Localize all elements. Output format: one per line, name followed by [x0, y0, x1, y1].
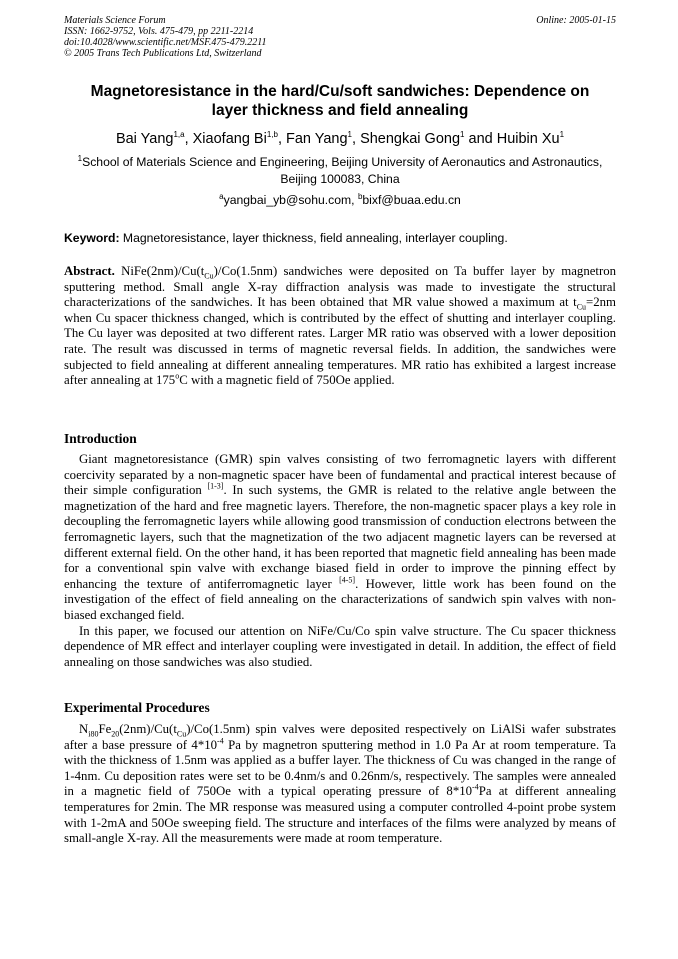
subscript: 20 — [111, 729, 120, 739]
copyright-line: © 2005 Trans Tech Publications Ltd, Switzerland — [64, 48, 262, 59]
abstract-text: =2nm when Cu spacer thickness changed, which is contributed by the effect of shutting and interlayer coupling. The Cu layer was deposited at two different rates. Larger MR ratio was observed with a lower deposition rate. The result was discussed in terms of magnetic reversal fields. In addition, the sandwiches were subjected to field annealing at different annealing temperatures. MR ratio has exhibited a largest increase after annealing at 175 — [64, 295, 616, 388]
doi-line[interactable]: doi:10.4028/www.scientific.net/MSF.475-479.2211 — [64, 37, 267, 48]
paragraph-text: Fe — [98, 722, 112, 736]
paragraph — [64, 452, 616, 624]
author-name: Xiaofang Bi — [192, 131, 267, 147]
author-separator: and — [464, 131, 497, 147]
section-heading-experimental: Experimental Procedures — [64, 700, 210, 715]
subscript: Cu — [576, 302, 587, 312]
paragraph-text: (2nm)/Cu(t — [119, 722, 177, 736]
keyword-label: Keyword: — [64, 231, 120, 245]
superscript: -4 — [472, 783, 479, 793]
online-date: Online: 2005-01-15 — [536, 15, 616, 26]
affiliation-mark: 1 — [77, 153, 83, 163]
email-a[interactable]: yangbai_yb@sohu.com, — [223, 193, 358, 207]
author-separator: , — [277, 131, 286, 147]
author-affiliation-mark: 1 — [347, 130, 352, 140]
keyword-text: Magnetoresistance, layer thickness, field annealing, interlayer coupling. — [119, 231, 508, 245]
keywords — [64, 230, 624, 246]
author-affiliation-mark: 1 — [559, 130, 565, 140]
email-line — [64, 192, 616, 208]
abstract-text: NiFe(2nm)/Cu(t — [114, 264, 205, 278]
affiliation-line-1: School of Materials Science and Engineering, Beijing University of Aeronautics and Astronautics, — [82, 155, 603, 169]
affiliation-line-2: Beijing 100083, China — [280, 171, 400, 186]
abstract — [64, 264, 616, 389]
abstract-text: C with a magnetic field of 750Oe applied. — [179, 373, 395, 388]
subscript: i80 — [88, 729, 99, 739]
paragraph-text: N — [79, 722, 89, 736]
email-mark-a: a — [219, 191, 224, 201]
paper-title — [64, 82, 616, 120]
subscript: Cu — [204, 271, 214, 281]
issn-line: ISSN: 1662-9752, Vols. 475-479, pp 2211-2214 — [64, 26, 254, 37]
introduction-body — [64, 452, 616, 670]
paragraph-text: . However, little work has been found on the investigation of the effect of field annealing on the characterizations of sandwich spin valves with non-biased exchanged field. — [64, 576, 616, 622]
paragraph-text: Pa at different annealing temperatures for 2min. The MR response was measured using a computer controlled 4-point probe system with 1-2mA and 50Oe sweeping field. The structure and interfaces of the films were analyzed by means of small-angle X-ray. All the measurements were made at room temperature. — [64, 784, 616, 846]
citation[interactable]: [1-3] — [207, 481, 224, 491]
author-list — [64, 130, 616, 148]
subscript: Cu — [176, 729, 187, 739]
paragraph-text: )/Co(1.5nm) spin valves were deposited respectively on LiAlSi wafer substrates after a base pressure of 4*10 — [64, 722, 616, 752]
citation[interactable]: [4-5] — [339, 575, 356, 585]
author-name: Huibin Xu — [496, 131, 560, 147]
author-affiliation-mark: 1 — [460, 130, 465, 140]
author-affiliation-mark: 1,b — [266, 130, 278, 140]
paragraph-text: Pa by magnetron sputtering method in 1.0 Pa Ar at room temperature. Ta with the thickness of 1.5nm was applied as a buffer layer. The thickness of Cu was changed in the range of 1-4nm. Cu deposition rates were set to be 0.4nm/s and 0.26nm/s, respectively. The samples were annealed in a magnetic field of 750Oe with a typical operating pressure of 8*10 — [64, 737, 616, 799]
title-line-1: Magnetoresistance in the hard/Cu/soft sandwiches: Dependence on — [90, 83, 590, 100]
author-name: Shengkai Gong — [360, 131, 461, 147]
section-heading-introduction: Introduction — [64, 431, 137, 446]
abstract-label: Abstract. — [64, 264, 115, 278]
author-name: Bai Yang — [115, 131, 174, 147]
author-affiliation-mark: 1,a — [173, 130, 185, 140]
title-line-2: layer thickness and field annealing — [211, 102, 469, 119]
email-mark-b: b — [357, 191, 363, 201]
paragraph: In this paper, we focused our attention on NiFe/Cu/Co spin valve structure. The Cu spacer thickness dependence of MR effect and interlayer coupling were investigated in detail. In addition, the effect of field annealing on those sandwiches was also studied. — [64, 623, 616, 669]
paragraph-text: Giant magnetoresistance (GMR) spin valves consisting of two ferromagnetic layers with different coercivity separated by a non-magnetic spacer have been of fundamental and practical interest because of their simple configuration — [64, 452, 616, 498]
email-b[interactable]: bixf@buaa.edu.cn — [362, 193, 461, 207]
superscript: o — [175, 371, 180, 381]
journal-header — [64, 15, 616, 59]
author-name: Fan Yang — [286, 131, 348, 147]
paragraph-text: . In such systems, the GMR is related to the relative angle between the magnetization of the hard and free magnetic layers. Therefore, the non-magnetic spacer plays a key role in decoupling the ferromagnetic layers while allowing good transmission of conduction electrons between the ferromagnetic layers, such that the magnetization of the two adjacent magnetic layers can be reversed at different external field. On the other hand, it has been reported that magnetic field annealing has been made for a conventional spin valve with exchange biased field in order to improve the pinning effect by enhancing the texture of antiferromagnetic layer — [64, 483, 616, 591]
author-separator: , — [184, 131, 193, 147]
author-separator: , — [352, 131, 361, 147]
paragraph — [64, 722, 616, 847]
abstract-text: )/Co(1.5nm) sandwiches were deposited on Ta buffer layer by magnetron sputtering method. Small angle X-ray diffraction analysis was made to investigate the structural characterizations of the sandwiches. It has been obtained that MR value showed a maximum at t — [64, 264, 617, 310]
journal-name: Materials Science Forum — [64, 15, 166, 26]
experimental-body — [64, 722, 616, 847]
superscript: -4 — [217, 736, 224, 746]
affiliation — [64, 154, 616, 187]
